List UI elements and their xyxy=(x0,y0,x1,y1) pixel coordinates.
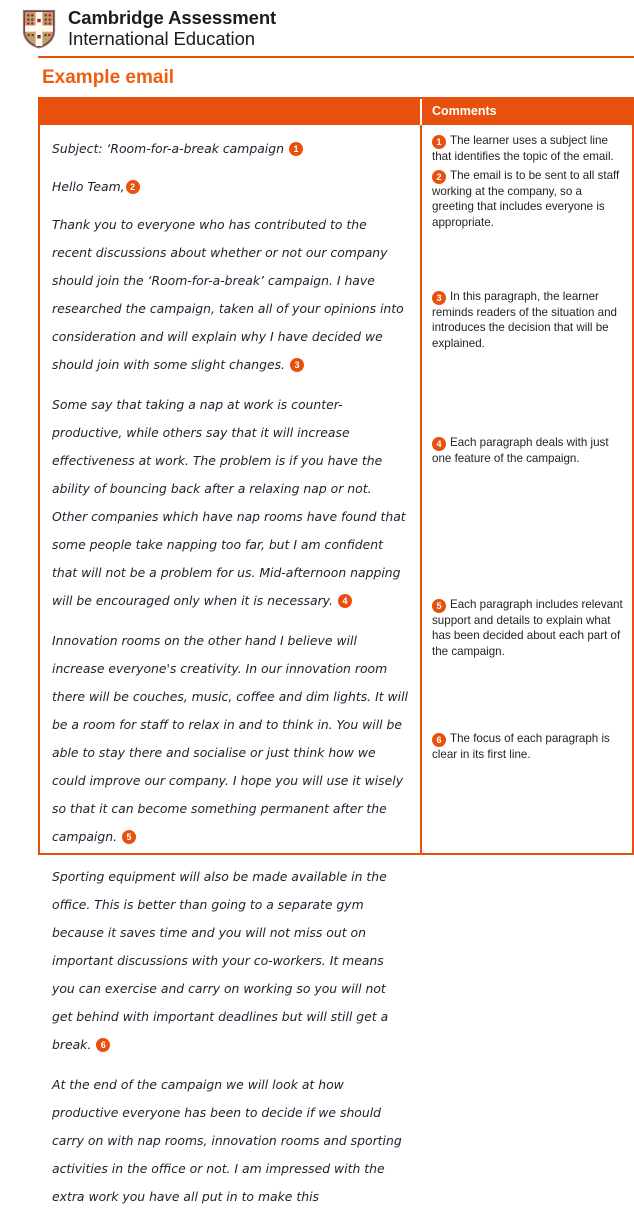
example-email-table xyxy=(38,99,634,1204)
email-cell xyxy=(38,125,420,1204)
email-paragraph-1-text: Thank you to everyone who has contributed to the recent discussions about whether or not our company should join the ‘Room-for-a-break’ campaign. I have researched the campaign, taken all of your opinions into consideration and will explain why I have decided we should join with some slight changes. xyxy=(52,217,404,372)
brand-name-line1: Cambridge Assessment xyxy=(68,7,277,29)
comment-badge-3: 3 xyxy=(432,291,446,305)
page-title: Example email xyxy=(42,67,175,88)
comment-badge-5: 5 xyxy=(432,599,446,613)
email-paragraph-3-text: Innovation rooms on the other hand I believe will increase everyone's creativity. In our innovation room there will be couches, music, coffee and dim lights. It will be a room for staff to relax in and to think in. You will be able to stay there and socialise or just think how we could improve our company. I hope you will use it wisely so that it can become something permanent after the campaign. xyxy=(52,633,408,844)
table-body-row xyxy=(38,125,634,1204)
comment-item-5 xyxy=(432,597,624,659)
comment-item-2 xyxy=(432,168,624,230)
comments-cell xyxy=(420,125,634,855)
comment-item-1 xyxy=(432,133,624,164)
comment-text-4: Each paragraph deals with just one feature of the campaign. xyxy=(432,436,609,465)
marker-badge-5: 5 xyxy=(122,830,136,844)
marker-badge-1: 1 xyxy=(289,142,303,156)
marker-badge-4: 4 xyxy=(338,594,352,608)
comment-text-3: In this paragraph, the learner reminds readers of the situation and introduces the decision that will be explained. xyxy=(432,290,617,350)
brand-header xyxy=(0,0,634,50)
marker-badge-2: 2 xyxy=(126,180,140,194)
marker-badge-6: 6 xyxy=(96,1038,110,1052)
email-paragraph-5-text: At the end of the campaign we will look at how productive everyone has been to decide if we should carry on with nap rooms, innovation rooms and sporting activities in the office or not. I am impressed with the extra work you have all put in to make this xyxy=(52,1077,402,1204)
email-paragraph-4 xyxy=(52,863,408,1059)
email-greeting-text: Hello Team, xyxy=(52,179,125,194)
brand-wordmark xyxy=(68,8,276,49)
comment-text-5: Each paragraph includes relevant support and details to explain what has been decided about each part of the campaign. xyxy=(432,598,623,658)
comment-text-1: The learner uses a subject line that identifies the topic of the email. xyxy=(432,134,614,163)
comment-badge-6: 6 xyxy=(432,733,446,747)
table-header-email-column xyxy=(38,99,420,125)
email-paragraph-4-text: Sporting equipment will also be made available in the office. This is better than going to a separate gym because it saves time and you will not miss out on important discussions with your co-workers. It means you can exercise and carry on working so you will not get behind with important deadlines but will still get a break. xyxy=(52,869,389,1052)
comment-item-4 xyxy=(432,435,624,466)
email-body xyxy=(52,135,408,1211)
email-paragraph-3 xyxy=(52,627,408,851)
page-title-block xyxy=(38,50,634,99)
email-subject-line xyxy=(52,135,408,163)
brand-name-line2: International Education xyxy=(68,28,255,49)
comment-badge-4: 4 xyxy=(432,437,446,451)
email-subject-text: Subject: ‘Room-for-a-break campaign xyxy=(52,141,284,156)
email-paragraph-2-text: Some say that taking a nap at work is counter-productive, while others say that it will increase effectiveness at work. The problem is if you have the ability of bouncing back after a relaxing nap or not. Other companies which have nap rooms have found that some people take napping too far, but I am confident that will not be a problem for us. Mid-afternoon napping will be encouraged only when it is necessary. xyxy=(52,397,406,608)
comment-badge-2: 2 xyxy=(432,170,446,184)
marker-badge-3: 3 xyxy=(290,358,304,372)
comment-text-6: The focus of each paragraph is clear in its first line. xyxy=(432,732,610,761)
comment-text-2: The email is to be sent to all staff working at the company, so a greeting that includes everyone is appropriate. xyxy=(432,169,620,229)
email-greeting-line xyxy=(52,173,408,201)
comment-badge-1: 1 xyxy=(432,135,446,149)
comment-item-6 xyxy=(432,731,624,762)
email-paragraph-5 xyxy=(52,1071,408,1211)
comment-item-3 xyxy=(432,289,624,351)
email-paragraph-2 xyxy=(52,391,408,615)
cambridge-crest-icon xyxy=(22,9,56,49)
email-paragraph-1 xyxy=(52,211,408,379)
table-header-comments-column: Comments xyxy=(422,99,634,125)
table-header-row xyxy=(38,99,634,125)
